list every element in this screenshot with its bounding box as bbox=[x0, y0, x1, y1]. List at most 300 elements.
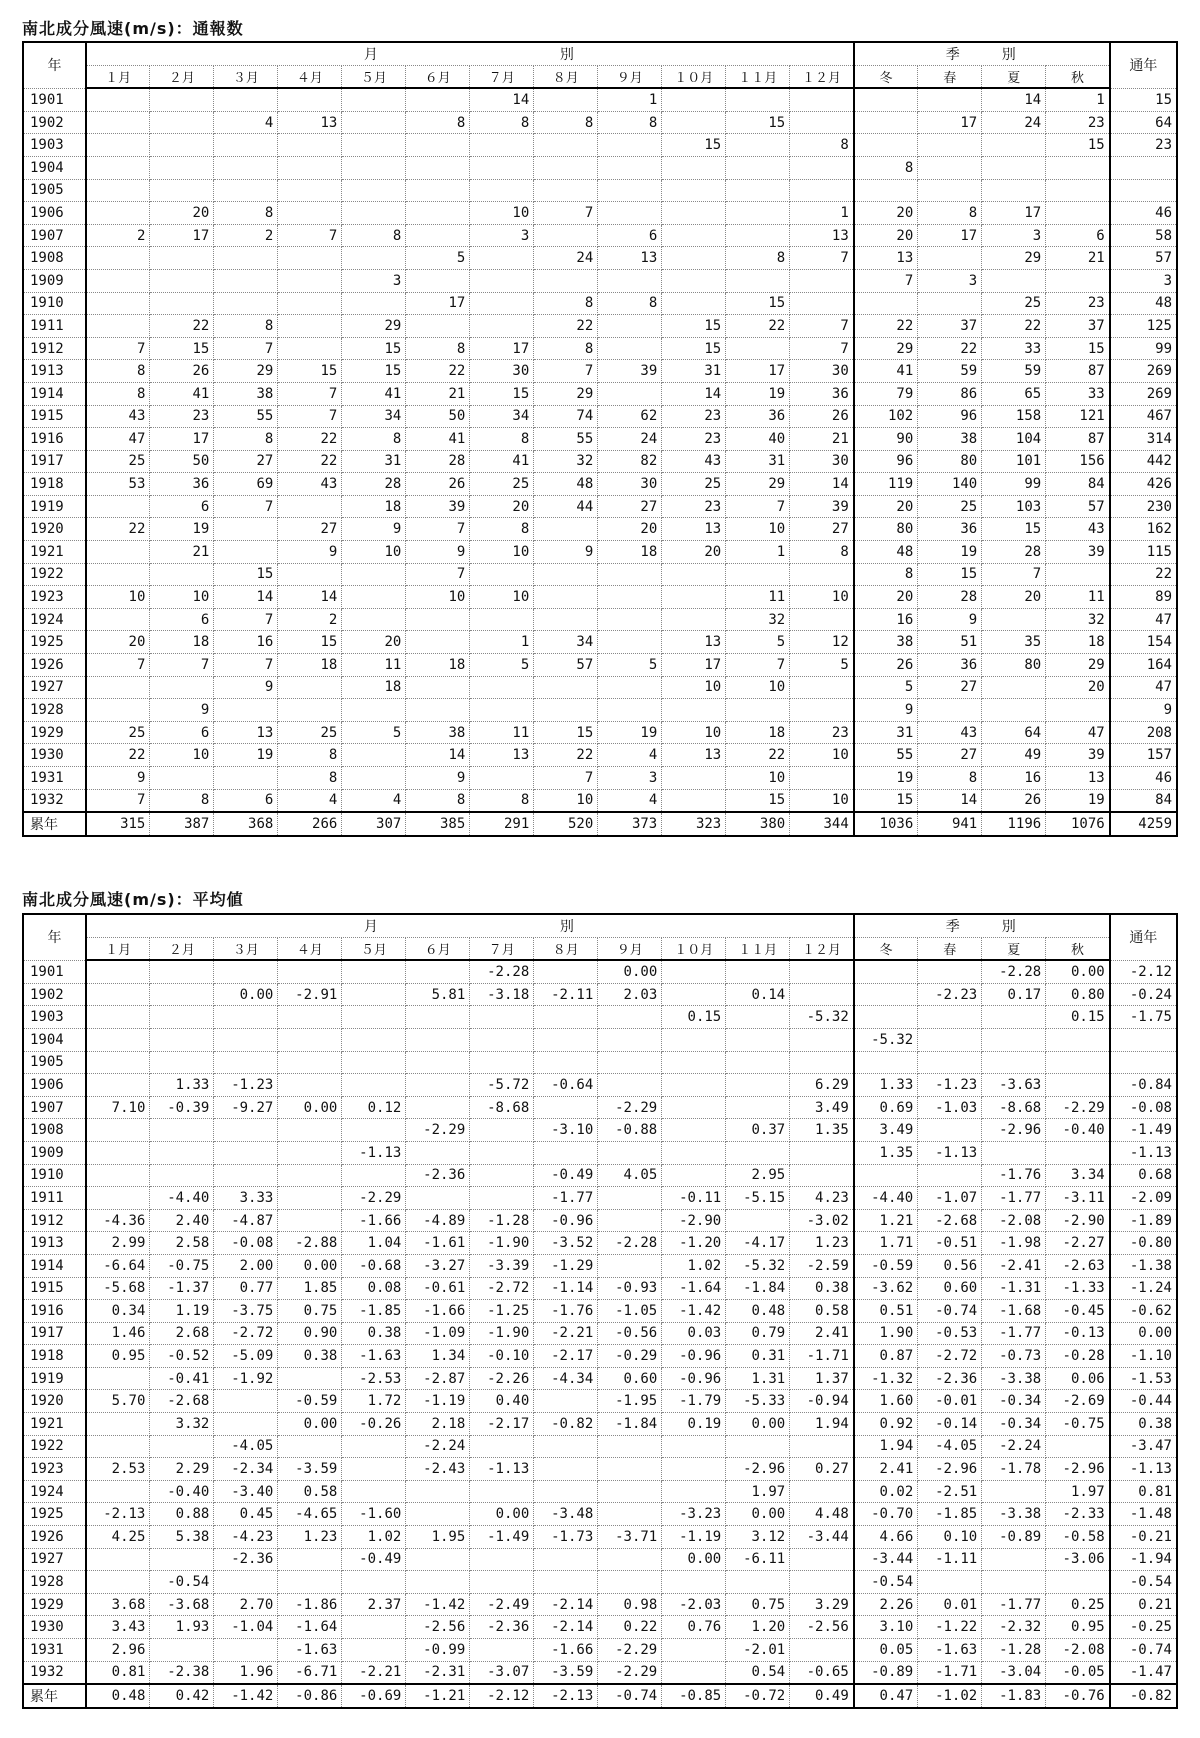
month-cell: 15 bbox=[662, 134, 726, 157]
month-cell: -1.42 bbox=[214, 1684, 278, 1708]
season-cell: 26 bbox=[982, 789, 1046, 812]
table-row bbox=[23, 473, 1177, 496]
table-row bbox=[23, 269, 1177, 292]
month-cell bbox=[598, 1503, 662, 1526]
year-cell: 1916 bbox=[23, 1300, 86, 1323]
month-cell: 0.38 bbox=[342, 1322, 406, 1345]
month-cell bbox=[342, 1458, 406, 1481]
month-cell: 0.60 bbox=[598, 1367, 662, 1390]
month-cell bbox=[598, 156, 662, 179]
month-cell: 6 bbox=[598, 224, 662, 247]
month-cell bbox=[534, 676, 598, 699]
season-cell: 57 bbox=[1046, 495, 1110, 518]
year-cell: 1912 bbox=[23, 1209, 86, 1232]
month-cell bbox=[470, 1119, 534, 1142]
month-cell bbox=[406, 1096, 470, 1119]
season-cell: -0.14 bbox=[918, 1413, 982, 1436]
month-cell: 1.96 bbox=[214, 1661, 278, 1684]
month-cell: 32 bbox=[534, 450, 598, 473]
season-cell: -0.74 bbox=[918, 1300, 982, 1323]
month-cell: -2.88 bbox=[278, 1232, 342, 1255]
month-cell bbox=[342, 1639, 406, 1662]
month-cell bbox=[150, 1028, 214, 1051]
season-header: 秋 bbox=[1046, 65, 1110, 88]
month-cell bbox=[534, 156, 598, 179]
month-cell bbox=[598, 1051, 662, 1074]
season-cell: -0.51 bbox=[918, 1232, 982, 1255]
year-cell: 1926 bbox=[23, 1526, 86, 1549]
month-cell bbox=[726, 134, 790, 157]
month-cell bbox=[214, 1571, 278, 1594]
month-cell bbox=[150, 983, 214, 1006]
month-cell bbox=[598, 699, 662, 722]
month-cell: -2.56 bbox=[406, 1616, 470, 1639]
month-cell bbox=[598, 563, 662, 586]
month-cell: -1.66 bbox=[534, 1639, 598, 1662]
table-row bbox=[23, 1187, 1177, 1210]
month-cell bbox=[278, 1548, 342, 1571]
month-cell: -1.77 bbox=[534, 1187, 598, 1210]
month-cell bbox=[598, 134, 662, 157]
table-row bbox=[23, 676, 1177, 699]
month-cell bbox=[662, 1480, 726, 1503]
month-cell bbox=[662, 1661, 726, 1684]
month-cell bbox=[726, 1141, 790, 1164]
month-cell: 0.00 bbox=[598, 960, 662, 983]
month-cell: 9 bbox=[278, 541, 342, 564]
month-cell bbox=[470, 134, 534, 157]
year-cell: 1910 bbox=[23, 1164, 86, 1187]
month-cell: 25 bbox=[278, 721, 342, 744]
month-cell bbox=[598, 179, 662, 202]
month-cell: 7 bbox=[86, 654, 150, 677]
month-cell bbox=[470, 1141, 534, 1164]
season-cell: 29 bbox=[982, 247, 1046, 270]
year-cell: 1902 bbox=[23, 983, 86, 1006]
month-cell: 0.58 bbox=[278, 1480, 342, 1503]
table-row bbox=[23, 960, 1177, 983]
month-cell bbox=[534, 269, 598, 292]
season-cell: -3.38 bbox=[982, 1503, 1046, 1526]
month-cell: 62 bbox=[598, 405, 662, 428]
year-cell: 1926 bbox=[23, 654, 86, 677]
month-cell: 14 bbox=[214, 586, 278, 609]
month-cell: -0.59 bbox=[278, 1390, 342, 1413]
year-cell: 1906 bbox=[23, 202, 86, 225]
month-cell: 8 bbox=[534, 111, 598, 134]
month-cell bbox=[470, 1187, 534, 1210]
month-cell: 0.81 bbox=[86, 1661, 150, 1684]
month-cell: 18 bbox=[598, 541, 662, 564]
month-cell bbox=[470, 676, 534, 699]
month-cell bbox=[86, 292, 150, 315]
month-cell: -3.02 bbox=[790, 1209, 854, 1232]
month-cell bbox=[726, 1006, 790, 1029]
season-cell: 43 bbox=[1046, 518, 1110, 541]
month-cell bbox=[790, 676, 854, 699]
month-header: ９月 bbox=[598, 65, 662, 88]
month-cell: -2.90 bbox=[662, 1209, 726, 1232]
season-group-label: 季 bbox=[945, 46, 962, 63]
season-cell: 19 bbox=[918, 541, 982, 564]
month-cell bbox=[470, 767, 534, 790]
month-cell: -3.52 bbox=[534, 1232, 598, 1255]
season-cell: 18 bbox=[1046, 631, 1110, 654]
month-cell: -3.68 bbox=[150, 1593, 214, 1616]
season-cell: -1.32 bbox=[854, 1367, 918, 1390]
month-cell bbox=[406, 1571, 470, 1594]
month-cell bbox=[278, 699, 342, 722]
month-cell: 15 bbox=[470, 382, 534, 405]
month-cell: 387 bbox=[150, 812, 214, 836]
count-table bbox=[22, 41, 1178, 837]
month-cell: 15 bbox=[534, 721, 598, 744]
month-cell: 19 bbox=[726, 382, 790, 405]
month-cell: -2.38 bbox=[150, 1661, 214, 1684]
year-cell: 1913 bbox=[23, 360, 86, 383]
month-cell: 3 bbox=[342, 269, 406, 292]
month-cell bbox=[86, 1548, 150, 1571]
annual-cell: 46 bbox=[1110, 202, 1177, 225]
month-cell bbox=[470, 1006, 534, 1029]
season-cell: 28 bbox=[918, 586, 982, 609]
month-cell: 0.95 bbox=[86, 1345, 150, 1368]
month-cell: 55 bbox=[534, 428, 598, 451]
month-cell bbox=[534, 1571, 598, 1594]
month-cell: 4.23 bbox=[790, 1187, 854, 1210]
month-cell: -2.34 bbox=[214, 1458, 278, 1481]
season-cell: 0.92 bbox=[854, 1413, 918, 1436]
month-cell: -2.31 bbox=[406, 1661, 470, 1684]
month-cell: 17 bbox=[150, 224, 214, 247]
month-cell: 0.15 bbox=[662, 1006, 726, 1029]
table-row bbox=[23, 1006, 1177, 1029]
month-cell: -5.68 bbox=[86, 1277, 150, 1300]
month-cell: 8 bbox=[406, 337, 470, 360]
month-cell bbox=[662, 608, 726, 631]
season-cell: -0.73 bbox=[982, 1345, 1046, 1368]
year-cell: 1918 bbox=[23, 473, 86, 496]
year-cell: 1923 bbox=[23, 1458, 86, 1481]
table-row bbox=[23, 224, 1177, 247]
month-cell: -8.68 bbox=[470, 1096, 534, 1119]
month-cell bbox=[598, 1028, 662, 1051]
season-cell: -2.32 bbox=[982, 1616, 1046, 1639]
season-cell: 101 bbox=[982, 450, 1046, 473]
month-cell: -4.89 bbox=[406, 1209, 470, 1232]
season-cell: -2.23 bbox=[918, 983, 982, 1006]
month-cell: -2.36 bbox=[406, 1164, 470, 1187]
month-cell: 1.46 bbox=[86, 1322, 150, 1345]
season-cell: 8 bbox=[918, 202, 982, 225]
month-cell bbox=[86, 960, 150, 983]
month-cell: -1.66 bbox=[342, 1209, 406, 1232]
season-group-label: 別 bbox=[1001, 46, 1018, 63]
month-cell: 36 bbox=[150, 473, 214, 496]
month-cell bbox=[726, 1571, 790, 1594]
month-cell bbox=[214, 247, 278, 270]
month-cell: 1.93 bbox=[150, 1616, 214, 1639]
table-row bbox=[23, 247, 1177, 270]
month-cell: 22 bbox=[534, 744, 598, 767]
month-cell: 17 bbox=[726, 360, 790, 383]
season-cell: -1.78 bbox=[982, 1458, 1046, 1481]
month-header: １２月 bbox=[790, 937, 854, 960]
month-cell: 40 bbox=[726, 428, 790, 451]
month-cell: 26 bbox=[150, 360, 214, 383]
month-cell: 13 bbox=[278, 111, 342, 134]
annual-cell: 230 bbox=[1110, 495, 1177, 518]
annual-cell: 3 bbox=[1110, 269, 1177, 292]
month-cell bbox=[214, 1051, 278, 1074]
season-cell bbox=[854, 1051, 918, 1074]
month-cell: 12 bbox=[790, 631, 854, 654]
month-cell: 22 bbox=[278, 428, 342, 451]
month-header: ６月 bbox=[406, 65, 470, 88]
month-cell: 266 bbox=[278, 812, 342, 836]
month-cell bbox=[598, 337, 662, 360]
month-cell bbox=[86, 699, 150, 722]
month-cell bbox=[662, 1435, 726, 1458]
season-cell: 119 bbox=[854, 473, 918, 496]
year-header: 年 bbox=[23, 42, 86, 88]
season-cell: 25 bbox=[918, 495, 982, 518]
season-cell: 140 bbox=[918, 473, 982, 496]
month-cell: 0.19 bbox=[662, 1413, 726, 1436]
month-cell: -2.13 bbox=[86, 1503, 150, 1526]
month-cell: -0.64 bbox=[534, 1074, 598, 1097]
month-cell: 27 bbox=[278, 518, 342, 541]
month-cell: -2.28 bbox=[470, 960, 534, 983]
month-cell: -0.56 bbox=[598, 1322, 662, 1345]
season-cell: -1.98 bbox=[982, 1232, 1046, 1255]
month-cell: -0.41 bbox=[150, 1367, 214, 1390]
annual-cell: -0.54 bbox=[1110, 1571, 1177, 1594]
month-cell bbox=[790, 1028, 854, 1051]
month-cell bbox=[406, 1503, 470, 1526]
month-cell: 1.23 bbox=[790, 1232, 854, 1255]
month-cell bbox=[534, 1006, 598, 1029]
month-cell: 0.49 bbox=[790, 1684, 854, 1708]
month-cell: 24 bbox=[598, 428, 662, 451]
season-cell: -2.24 bbox=[982, 1435, 1046, 1458]
month-cell: 0.31 bbox=[726, 1345, 790, 1368]
month-cell: 10 bbox=[406, 586, 470, 609]
month-cell bbox=[150, 1051, 214, 1074]
table-row bbox=[23, 586, 1177, 609]
month-cell bbox=[790, 1164, 854, 1187]
annual-cell: 269 bbox=[1110, 360, 1177, 383]
month-cell bbox=[790, 179, 854, 202]
annual-cell: 0.00 bbox=[1110, 1322, 1177, 1345]
season-cell: 0.25 bbox=[1046, 1593, 1110, 1616]
month-cell: 1.04 bbox=[342, 1232, 406, 1255]
month-cell: -2.43 bbox=[406, 1458, 470, 1481]
month-cell: 31 bbox=[342, 450, 406, 473]
month-cell: 0.48 bbox=[86, 1684, 150, 1708]
month-cell: 0.14 bbox=[726, 983, 790, 1006]
month-cell bbox=[342, 1435, 406, 1458]
annual-cell bbox=[1110, 156, 1177, 179]
month-cell: -2.72 bbox=[470, 1277, 534, 1300]
month-cell bbox=[150, 1548, 214, 1571]
season-cell: 80 bbox=[982, 654, 1046, 677]
month-cell bbox=[790, 608, 854, 631]
table-row bbox=[23, 156, 1177, 179]
month-cell bbox=[342, 292, 406, 315]
season-cell bbox=[1046, 179, 1110, 202]
month-cell: 4.05 bbox=[598, 1164, 662, 1187]
season-cell: -0.40 bbox=[1046, 1119, 1110, 1142]
season-cell bbox=[982, 179, 1046, 202]
month-cell: 50 bbox=[150, 450, 214, 473]
season-cell: -1.22 bbox=[918, 1616, 982, 1639]
month-cell: -0.75 bbox=[150, 1254, 214, 1277]
month-cell: 15 bbox=[342, 360, 406, 383]
season-cell: -2.69 bbox=[1046, 1390, 1110, 1413]
month-cell: 13 bbox=[470, 744, 534, 767]
month-cell: -1.25 bbox=[470, 1300, 534, 1323]
month-cell: 368 bbox=[214, 812, 278, 836]
month-cell bbox=[598, 1548, 662, 1571]
season-cell: -2.63 bbox=[1046, 1254, 1110, 1277]
month-cell bbox=[662, 1119, 726, 1142]
season-cell: -2.96 bbox=[982, 1119, 1046, 1142]
month-cell: 14 bbox=[662, 382, 726, 405]
month-cell bbox=[150, 767, 214, 790]
month-cell bbox=[214, 88, 278, 111]
month-cell: 43 bbox=[278, 473, 342, 496]
season-cell bbox=[1046, 1141, 1110, 1164]
month-cell: -2.21 bbox=[534, 1322, 598, 1345]
month-cell bbox=[150, 1164, 214, 1187]
month-cell: -2.28 bbox=[598, 1232, 662, 1255]
month-cell bbox=[598, 382, 662, 405]
month-cell: -3.39 bbox=[470, 1254, 534, 1277]
month-cell: 41 bbox=[342, 382, 406, 405]
table-row bbox=[23, 1571, 1177, 1594]
month-cell: -1.63 bbox=[278, 1639, 342, 1662]
month-cell: 9 bbox=[342, 518, 406, 541]
season-cell: 19 bbox=[1046, 789, 1110, 812]
table-row bbox=[23, 789, 1177, 812]
season-cell: -1.13 bbox=[918, 1141, 982, 1164]
season-cell: 1.94 bbox=[854, 1435, 918, 1458]
table-row bbox=[23, 1051, 1177, 1074]
month-cell: -1.49 bbox=[470, 1526, 534, 1549]
month-cell: 0.98 bbox=[598, 1593, 662, 1616]
season-cell bbox=[854, 983, 918, 1006]
season-cell: -0.58 bbox=[1046, 1526, 1110, 1549]
month-cell: -1.13 bbox=[470, 1458, 534, 1481]
month-cell: 0.00 bbox=[278, 1254, 342, 1277]
month-cell bbox=[214, 541, 278, 564]
month-cell bbox=[342, 156, 406, 179]
table-row bbox=[23, 495, 1177, 518]
season-cell bbox=[918, 1006, 982, 1029]
month-cell: 323 bbox=[662, 812, 726, 836]
month-cell: 21 bbox=[406, 382, 470, 405]
month-cell: -0.93 bbox=[598, 1277, 662, 1300]
month-cell bbox=[342, 1480, 406, 1503]
month-cell bbox=[534, 1141, 598, 1164]
month-cell: -1.84 bbox=[598, 1413, 662, 1436]
month-cell bbox=[342, 563, 406, 586]
month-cell bbox=[662, 563, 726, 586]
month-cell bbox=[662, 156, 726, 179]
season-cell: 59 bbox=[982, 360, 1046, 383]
table-row bbox=[23, 382, 1177, 405]
month-cell: 8 bbox=[470, 789, 534, 812]
month-cell: -1.14 bbox=[534, 1277, 598, 1300]
season-cell: 102 bbox=[854, 405, 918, 428]
month-cell: -3.23 bbox=[662, 1503, 726, 1526]
month-cell bbox=[214, 156, 278, 179]
year-cell: 1901 bbox=[23, 88, 86, 111]
month-cell: 8 bbox=[214, 315, 278, 338]
month-cell bbox=[86, 1006, 150, 1029]
month-header: １１月 bbox=[726, 937, 790, 960]
year-cell: 累年 bbox=[23, 1684, 86, 1708]
season-cell: -1.02 bbox=[918, 1684, 982, 1708]
month-cell: -2.21 bbox=[342, 1661, 406, 1684]
season-cell: -1.77 bbox=[982, 1187, 1046, 1210]
season-cell: 158 bbox=[982, 405, 1046, 428]
month-cell: -0.94 bbox=[790, 1390, 854, 1413]
month-cell bbox=[214, 179, 278, 202]
month-cell bbox=[86, 111, 150, 134]
year-header: 年 bbox=[23, 914, 86, 960]
season-cell: -1.68 bbox=[982, 1300, 1046, 1323]
annual-cell: 57 bbox=[1110, 247, 1177, 270]
month-cell bbox=[534, 1096, 598, 1119]
month-cell: -3.71 bbox=[598, 1526, 662, 1549]
month-cell: -2.91 bbox=[278, 983, 342, 1006]
annual-cell: -0.62 bbox=[1110, 1300, 1177, 1323]
month-cell bbox=[790, 767, 854, 790]
season-cell: 90 bbox=[854, 428, 918, 451]
season-cell: 17 bbox=[982, 202, 1046, 225]
season-cell: 37 bbox=[1046, 315, 1110, 338]
annual-cell: -2.09 bbox=[1110, 1187, 1177, 1210]
season-cell: 0.15 bbox=[1046, 1006, 1110, 1029]
month-cell: 21 bbox=[150, 541, 214, 564]
month-cell: -2.96 bbox=[726, 1458, 790, 1481]
month-cell: -2.17 bbox=[534, 1345, 598, 1368]
month-cell: 41 bbox=[470, 450, 534, 473]
season-cell: 8 bbox=[918, 767, 982, 790]
month-cell: 5 bbox=[470, 654, 534, 677]
month-cell bbox=[342, 586, 406, 609]
annual-cell: 0.21 bbox=[1110, 1593, 1177, 1616]
year-cell: 1904 bbox=[23, 156, 86, 179]
season-cell: 36 bbox=[918, 654, 982, 677]
month-cell: 15 bbox=[150, 337, 214, 360]
month-cell: 0.34 bbox=[86, 1300, 150, 1323]
month-cell: 29 bbox=[726, 473, 790, 496]
month-cell bbox=[406, 1006, 470, 1029]
table-row bbox=[23, 1661, 1177, 1684]
month-cell: -3.27 bbox=[406, 1254, 470, 1277]
season-cell: 20 bbox=[854, 202, 918, 225]
month-cell bbox=[662, 960, 726, 983]
month-cell: 0.27 bbox=[790, 1458, 854, 1481]
month-cell: 6 bbox=[150, 608, 214, 631]
month-cell: 7 bbox=[278, 405, 342, 428]
month-cell: -3.18 bbox=[470, 983, 534, 1006]
season-cell: 0.02 bbox=[854, 1480, 918, 1503]
month-cell: -3.44 bbox=[790, 1526, 854, 1549]
